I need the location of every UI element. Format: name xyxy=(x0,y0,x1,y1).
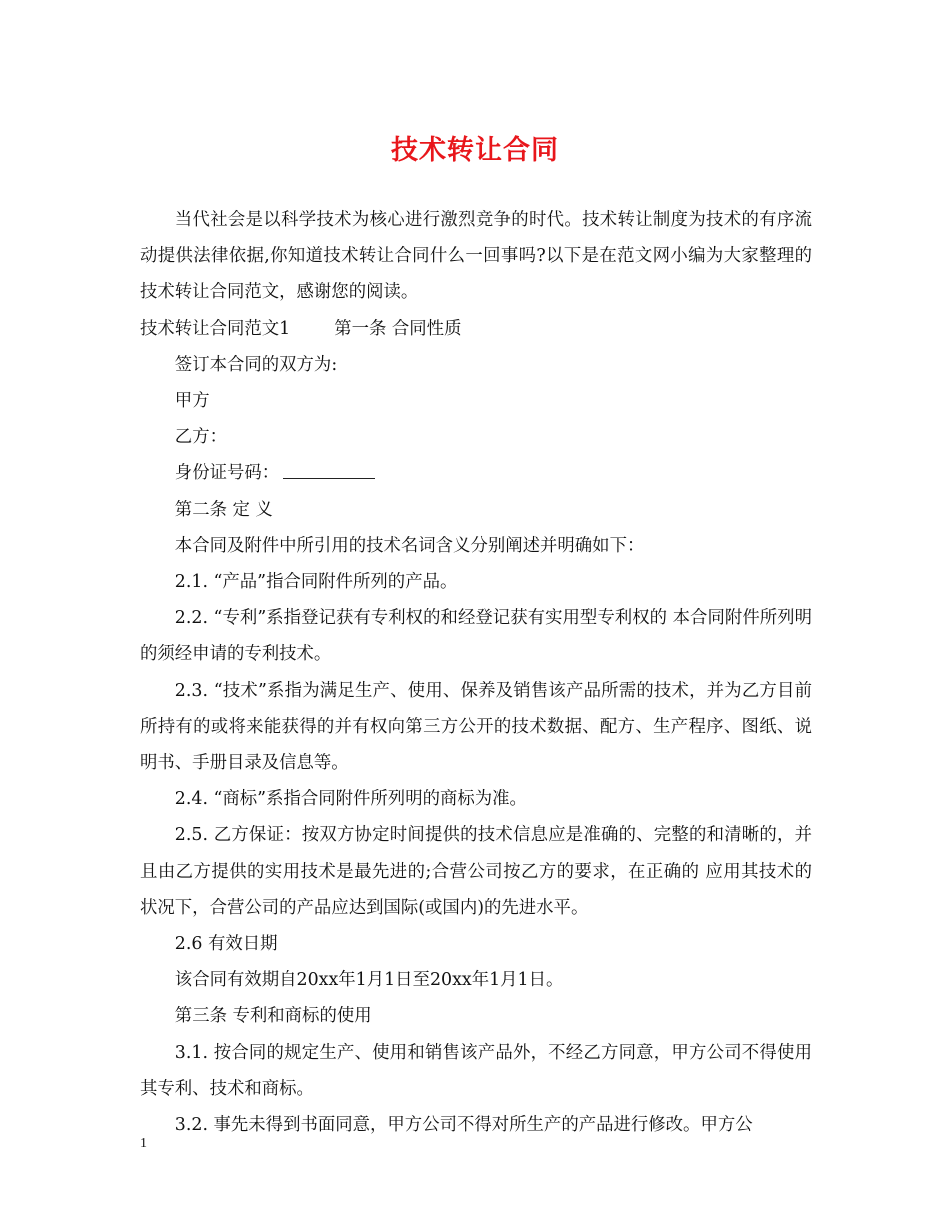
party-a-label: 甲方 xyxy=(174,391,210,412)
page-number: 1 xyxy=(140,1136,147,1151)
validity-period: 该合同有效期自20xx年1月1日至20xx年1月1日。 xyxy=(174,970,564,991)
party-b-label: 乙方： xyxy=(174,427,227,448)
contract-heading-line xyxy=(140,311,812,347)
article-3-heading: 第三条 专利和商标的使用 xyxy=(174,1006,372,1027)
definitions-intro: 本合同及附件中所引用的技术名词含义分别阐述并明确如下： xyxy=(174,535,645,556)
parties-intro: 签订本合同的双方为: xyxy=(174,354,338,375)
article-2-heading: 第二条 定 义 xyxy=(174,499,273,520)
clause-3-1: 3.1. 按合同的规定生产、使用和销售该产品外，不经乙方同意，甲方公司不得使用其专利、技术和商标。 xyxy=(140,1042,812,1099)
clause-2-1: 2.1. “产品”指合同附件所列的产品。 xyxy=(174,572,458,593)
document-body xyxy=(140,202,812,1143)
id-number-line xyxy=(140,455,812,491)
article-1-heading: 第一条 合同性质 xyxy=(334,318,462,339)
clause-2-6: 2.6 有效日期 xyxy=(174,934,278,955)
id-number-blank xyxy=(283,462,375,479)
clause-2-2: 2.2. “专利”系指登记获有专利权的和经登记获有实用型专利权的 本合同附件所列明的须经申请的专利技术。 xyxy=(140,608,812,665)
clause-3-2: 3.2. 事先未得到书面同意，甲方公司不得对所生产的产品进行修改。甲方公 xyxy=(174,1115,753,1136)
sample-heading: 技术转让合同范文1 xyxy=(140,318,291,339)
clause-2-5: 2.5. 乙方保证：按双方协定时间提供的技术信息应是准确的、完整的和清晰的，并且由乙方提供的实用技术是最先进的;合营公司按乙方的要求，在正确的 应用其技术的状况下，合营公司的产品应达到国际(或国内)的先进水平。 xyxy=(140,825,812,918)
clause-2-4: 2.4. “商标”系指合同附件所列明的商标为准。 xyxy=(174,789,527,810)
id-number-label: 身份证号码： xyxy=(174,463,280,484)
document-title: 技术转让合同 xyxy=(391,135,559,166)
intro-paragraph: 当代社会是以科学技术为核心进行激烈竞争的时代。技术转让制度为技术的有序流动提供法律依据,你知道技术转让合同什么一回事吗?以下是在范文网小编为大家整理的技术转让合同范文，感谢您的阅读。 xyxy=(140,210,812,303)
clause-2-3: 2.3. “技术”系指为满足生产、使用、保养及销售该产品所需的技术，并为乙方目前所持有的或将来能获得的并有权向第三方公开的技术数据、配方、生产程序、图纸、说明书、手册目录及信息等。 xyxy=(140,680,812,774)
